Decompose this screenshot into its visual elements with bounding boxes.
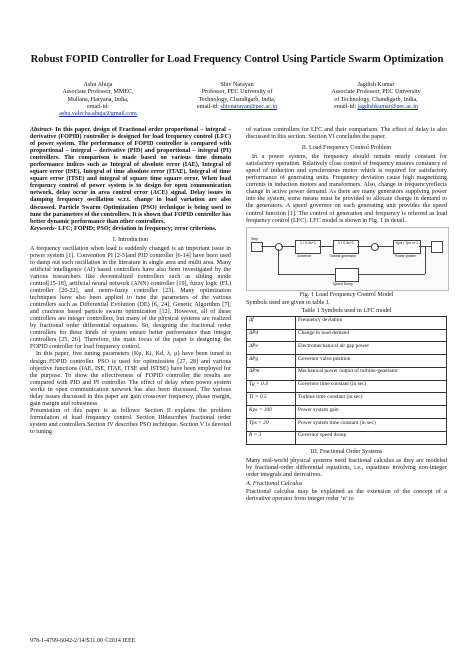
governor-label: Governor: [297, 253, 312, 258]
author-position: Associate Professor, MMEC,: [62, 89, 134, 96]
table-row: [247, 431, 447, 444]
email-label: email-id:: [334, 103, 357, 110]
abstract-label: Abstract-: [30, 127, 54, 133]
abstract-text: In this paper, design of Fractional order proportional – integral – derivative (FOPID) controller is designed for load frequency control (LFC) of power system. The performance of FOPID controller is compared with proportional – integral – derivative (PID) and proportional – integral (PI) controllers. The comparison is made based on various time domain performance indices such as Integral of absolute error (IAE), Integral of square error (ISE), Integral of time absolute error (ITAE), Integral of time square error (ITSE) and integral of square time square error. When load frequency control of power system is to design for open communication network, delay occur in area control error (ACE) signal. Delay issues in damping frequency oscillation w.r.t. change in load variation are also discussed. Particle Swarm Optimization (PSO) technique is being used to tune the parameters of the controllers. It is shown that FOPID controller has better dynamic performance than other controllers.: [30, 127, 231, 225]
signal-line: [377, 246, 393, 247]
author-email-link[interactable]: shivnarayan@pec.ac.in: [220, 103, 278, 110]
author-email-link[interactable]: jagdishkumar@pec.ac.in: [357, 103, 418, 110]
paragraph: Presentation of this paper is as follows: Section II explains the problem formulation of load frequency control. Section IIIdescribes fractional order system and controllers.Section IV describes PSO technique. Section V is devoted to tuning: [30, 407, 231, 435]
symbol-cell: R = 3: [247, 431, 296, 444]
step-block: [251, 242, 263, 252]
symbol-cell: ΔPd: [247, 329, 296, 342]
author-name: Jagdish Kumar: [357, 82, 395, 88]
feedback-line: [357, 274, 425, 275]
figure-caption: Fig. 1 Load Frequency Control Model: [299, 291, 394, 298]
abstract: [30, 127, 231, 226]
paragraph: of various controllers for LFC and their comparison. The effect of delay is also discussed in this section. Section VI concludes the paper.: [246, 127, 447, 141]
feedback-line: [425, 246, 426, 274]
turbine-block: 1 / 0.5s+1: [333, 240, 359, 254]
description-cell: Power system time constant (in sec): [296, 419, 447, 432]
power-system-block: Kps / Tps.s+1: [393, 240, 421, 254]
table-row: [247, 380, 447, 393]
keywords-text: LFC; FOPID; PSO; deviation in frequency; error criterions.: [56, 225, 217, 232]
table-row: [247, 419, 447, 432]
left-column: [30, 127, 231, 436]
table-row: [247, 342, 447, 355]
paper-title: Robust FOPID Controller for Load Frequency Control Using Particle Swarm Optimization: [30, 54, 444, 65]
description-cell: Electromechanical air gap power: [296, 342, 447, 355]
symbols-table: [246, 316, 447, 445]
summing-junction: [371, 243, 379, 251]
symbol-cell: Tg = 0.4: [247, 380, 296, 393]
author-email-link[interactable]: ashu.valecha.ahuja@gmail.com: [59, 111, 137, 118]
email-label: email-id:: [87, 103, 109, 110]
table-row: [247, 329, 447, 342]
feedback-line: [278, 274, 335, 275]
symbol-cell: ΔPe: [247, 342, 296, 355]
author-1: [30, 82, 166, 118]
author-position: Associate Professor, PEC University: [331, 89, 421, 96]
keywords-label: Keywords-: [30, 225, 57, 232]
author-name: Ashu Ahuja: [83, 82, 113, 88]
description-cell: Change in load demand: [296, 329, 447, 342]
symbol-cell: ΔPm: [247, 367, 296, 380]
author-affiliation: Technology, Chandigarh, India,: [198, 96, 276, 103]
lfc-block-diagram: [246, 227, 449, 291]
governor-block: 1 / 0.2s+1: [295, 240, 321, 254]
section-heading-introduction: I. Introduction: [112, 236, 149, 243]
feedback-line: [278, 249, 279, 274]
paragraph: In a power system, the frequency should remain nearly constant for satisfactory operation. Relatively close control of frequency ensures constancy of speed of induction and synchronous motor which is required for satisfactory performance of generating units. Frequency deviation cause high magnetizing currents in induction motors and transformers. Also, change in frequencyreflects change in active power demand. As there are many generators supplying power into the system, some means must be provided to allocate change in demand to the generators. A speed governor on each generating unit provides the speed control function [1]. The control of generation and frequency is referred as load frequency control (LFC). LFC model is shown in Fig. 1 in detail.: [246, 154, 447, 224]
step-input-label: Step: [251, 236, 258, 241]
signal-line: [261, 246, 275, 247]
table-row: [247, 393, 447, 406]
description-cell: Turbine time constant (in sec): [296, 393, 447, 406]
paragraph: Fractional calculus may be explained as the extension of the concept of a derivative operator from integer order ‘n’ to: [246, 488, 447, 502]
author-affiliation: Mullana, Haryana, India,: [67, 96, 129, 103]
summing-junction: [275, 243, 283, 251]
symbol-cell: Δf: [247, 316, 296, 329]
table-caption: Table 1 Symbols used in LFC model: [301, 307, 392, 314]
table-row: [247, 367, 447, 380]
description-cell: Frequency deviation: [296, 316, 447, 329]
author-3: [308, 82, 444, 111]
table-row: [247, 316, 447, 329]
symbol-cell: Tps = 20: [247, 419, 296, 432]
signal-line: [357, 246, 371, 247]
section-heading-fractional: III. Fractional Order Systems: [310, 448, 383, 455]
symbol-cell: ΔPg: [247, 355, 296, 368]
symbol-cell: Tt = 0.5: [247, 393, 296, 406]
description-cell: Governor time constant (in sec): [296, 380, 447, 393]
email-label: email-id:: [196, 103, 219, 110]
copyright-footer: 978-1-4799-6042-2/14/$31.00 ©2014 IEEE: [30, 638, 136, 644]
description-cell: Power system gain: [296, 406, 447, 419]
scope-block: [431, 241, 443, 253]
paragraph: Many real-world physical systems need fractional calculus as they are modeled by fractional-order differential equations, i.e., equations involving non-integer order integrals and derivatives.: [246, 457, 447, 478]
author-affiliation: of Technology, Chandigarh, India,: [334, 96, 418, 103]
description-cell: Mechanical power output of turbine-generator: [296, 367, 447, 380]
section-heading-lfc: II. Load Frequency Control Problem: [301, 145, 392, 152]
table-row: [247, 406, 447, 419]
author-name: Shiv Narayan: [220, 82, 254, 88]
droop-label: Speed Droop: [333, 281, 353, 286]
description-cell: Governor speed droop: [296, 431, 447, 444]
signal-line: [281, 246, 295, 247]
right-column: [246, 127, 447, 503]
keywords: [30, 226, 231, 233]
signal-line: [319, 246, 333, 247]
author-block: [30, 82, 444, 122]
author-2: [169, 82, 305, 111]
paragraph: In this paper, five tuning parameters (Kp, Ki, Kd, λ, μ) have been tuned to design FOPID controller. PSO is used for optimization [27, 28] and various objective functions (IAE, ISE, ITAE, ITSE and ISTSE) have been employed for the purpose. To show the effectiveness of FOPID controller the results are compared with PID and PI controller. The effect of delay when power system works in open communication network has also been discussed. The various delay issues discussed in this paper are gain crossover frequency, phase margin, gain margin and robustness.: [30, 351, 231, 407]
subsection-heading: A. Fractional Calculus: [246, 480, 303, 487]
power-system-label: Power system: [395, 253, 417, 258]
paragraph: A frequency oscillation when load is suddenly changed is an important issue in power system [1]. Convention PI [2-5]and PID controller [6-14] have been used to damp out such oscillation in the literature in single area and multi area. Many artificial intelligence (AI) based controllers have also been investigated by the various researchers like decentralized controllers such as sliding mode control[15-18], artificial neural network (ANN) controller [19], fuzzy logic (FL) controller [20-22], and neuro-fuzzy controller [23]. Many optimization techniques have also been applied to tune the parameters of the various controllers such as Differential Evolution (DE) [6, 24], Genetic Algorithm [7], and craziness based particle swarm optimization [12]. However, all of these controllers are integer controllers, but many of the physical systems are realized by fractional order differential equations. So, designing the fractional order controllers for these kinds of system ensure better performance than integer controllers [25, 26]. Therefore, the main focus of the paper is designing the FOPID controller for load frequency control.: [30, 245, 231, 351]
symbol-cell: Kps = 100: [247, 406, 296, 419]
turbine-label: Turbine-generator: [329, 253, 357, 258]
author-position: Professor, PEC University of: [201, 89, 273, 96]
description-cell: Governor valve position: [296, 355, 447, 368]
paragraph: Symbols used are given in table 1.: [246, 299, 331, 306]
table-row: [247, 355, 447, 368]
droop-block: [335, 268, 359, 282]
